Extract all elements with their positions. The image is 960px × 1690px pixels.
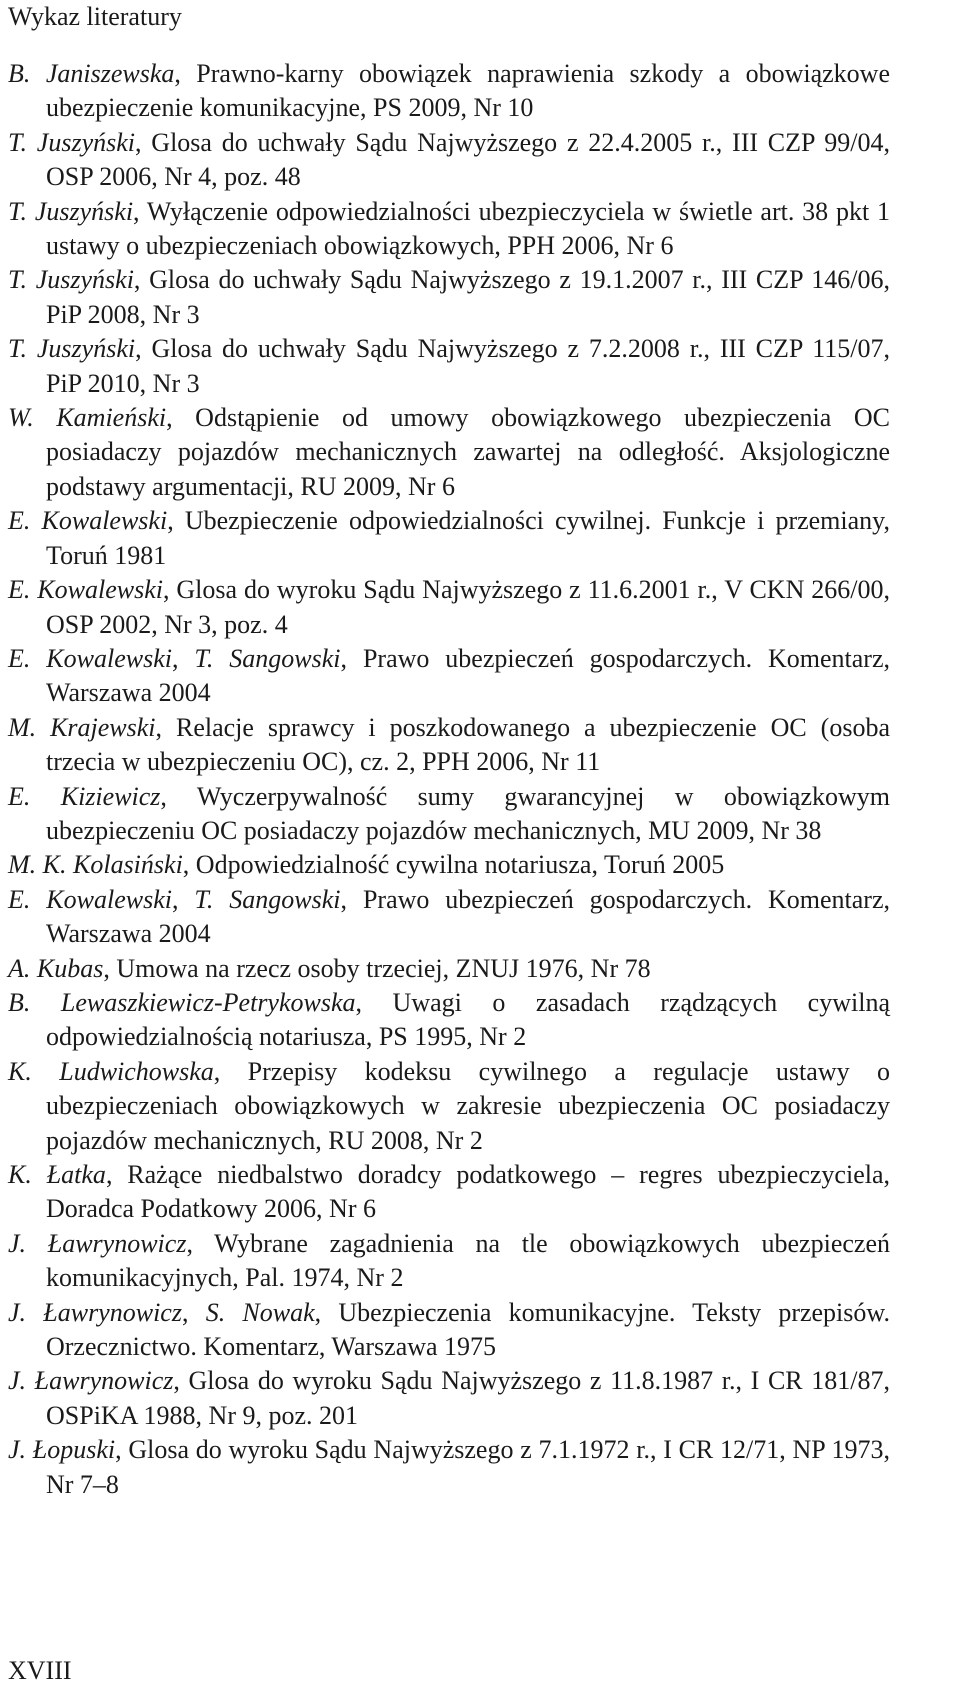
entry-text: , Glosa do wyroku Sądu Najwyższego z 11.6.2001 r., V CKN 266/00, OSP 2002, Nr 3, poz. 4 — [46, 575, 890, 639]
entry-author: M. K. Kolasiński — [8, 850, 183, 880]
bibliography-entry — [8, 1055, 890, 1158]
bibliography-entry — [8, 263, 890, 332]
bibliography-entry — [8, 1158, 890, 1227]
entry-author: E. Kiziewicz — [8, 781, 161, 811]
entry-author: K. Ludwichowska — [8, 1056, 214, 1086]
entry-author: E. Kowalewski — [8, 575, 163, 605]
bibliography-entry — [8, 780, 890, 849]
entry-text: , Rażące niedbalstwo doradcy podatkowego – regres ubezpieczyciela, Doradca Podatkowy 2006, Nr 6 — [46, 1160, 890, 1224]
entry-text: , Odstąpienie od umowy obowiązkowego ubezpieczenia OC posiadaczy pojazdów mechanicznych zawartej na odległość. Aksjologiczne podstawy argumentacji, RU 2009, Nr 6 — [46, 403, 890, 501]
entry-author: J. Łopuski — [8, 1435, 116, 1465]
entry-coauthor: T. Sangowski — [194, 884, 341, 914]
entry-author: T. Juszyński — [8, 127, 136, 157]
entry-text: , Relacje sprawcy i poszkodowanego a ubezpieczenie OC (osoba trzecia w ubezpieczeniu OC), cz. 2, PPH 2006, Nr 11 — [46, 712, 890, 777]
entry-text: , Umowa na rzecz osoby trzeciej, ZNUJ 1976, Nr 78 — [103, 953, 651, 983]
bibliography-entry — [8, 642, 890, 711]
bibliography-entry — [8, 952, 890, 986]
bibliography-entry — [8, 711, 890, 780]
entry-author: A. Kubas — [8, 953, 104, 983]
bibliography-entry — [8, 986, 890, 1055]
entry-text: , Prawno-karny obowiązek naprawienia szkody a obowiązkowe ubezpieczenie komunikacyjne, PS 2009, Nr 10 — [46, 59, 890, 123]
bibliography-entry — [8, 883, 890, 952]
entry-author: J. Ławrynowicz — [8, 1228, 187, 1258]
entry-author: B. Janiszewska — [8, 59, 175, 88]
bibliography-entry — [8, 401, 890, 504]
entry-author: J. Ławrynowicz — [8, 1297, 182, 1327]
bibliography-list — [8, 57, 890, 1502]
bibliography-entry — [8, 573, 890, 642]
entry-author: E. Kowalewski — [8, 506, 168, 536]
entry-text: , Glosa do uchwały Sądu Najwyższego z 7.2.2008 r., III CZP 115/07, PiP 2010, Nr 3 — [46, 334, 890, 398]
entry-author: T. Juszyński — [8, 265, 134, 295]
entry-author: K. Łatka — [8, 1160, 106, 1189]
entry-coauthor: T. Sangowski — [194, 643, 341, 673]
entry-text: , Prawo ubezpieczeń gospodarczych. Komentarz, Warszawa 2004 — [46, 884, 890, 949]
bibliography-entry — [8, 848, 890, 882]
entry-author: M. Krajewski — [8, 712, 156, 742]
entry-text: , Uwagi o zasadach rządzących cywilną odpowiedzialnością notariusza, PS 1995, Nr 2 — [46, 987, 890, 1052]
entry-text: , Glosa do wyroku Sądu Najwyższego z 11.8.1987 r., I CR 181/87, OSPiKA 1988, Nr 9, poz. 201 — [46, 1366, 890, 1430]
entry-author-separator: , — [181, 1297, 206, 1327]
entry-author: E. Kowalewski — [8, 884, 172, 914]
page-number: XVIII — [8, 1656, 72, 1685]
entry-text: , Ubezpieczenie odpowiedzialności cywilnej. Funkcje i przemiany, Toruń 1981 — [46, 506, 890, 570]
entry-text: , Przepisy kodeksu cywilnego a regulacje ustawy o ubezpieczeniach obowiązkowych w zakresie ubezpieczenia OC posiadaczy pojazdów mechanicznych, RU 2008, Nr 2 — [46, 1056, 890, 1155]
entry-author: B. Lewaszkiewicz-Petrykowska — [8, 987, 356, 1017]
entry-author: E. Kowalewski — [8, 643, 172, 673]
bibliography-entry — [8, 195, 890, 264]
entry-text: , Wyczerpywalność sumy gwarancyjnej w obowiązkowym ubezpieczeniu OC posiadaczy pojazdów mechanicznych, MU 2009, Nr 38 — [46, 781, 890, 845]
bibliography-entry — [8, 1296, 890, 1365]
entry-author: T. Juszyński — [8, 196, 134, 226]
bibliography-entry — [8, 1227, 890, 1296]
entry-text: , Wyłączenie odpowiedzialności ubezpieczyciela w świetle art. 38 pkt 1 ustawy o ubezpieczeniach obowiązkowych, PPH 2006, Nr 6 — [46, 196, 890, 261]
entry-text: , Glosa do wyroku Sądu Najwyższego z 7.1.1972 r., I CR 12/71, NP 1973, Nr 7–8 — [46, 1435, 890, 1499]
entry-author: J. Ławrynowicz — [8, 1366, 174, 1396]
entry-text: , Glosa do uchwały Sądu Najwyższego z 19.1.2007 r., III CZP 146/06, PiP 2008, Nr 3 — [46, 265, 890, 329]
entry-author-separator: , — [171, 884, 195, 914]
bibliography-entry — [8, 57, 890, 126]
page-running-header: Wykaz literatury — [8, 2, 182, 31]
bibliography-entry — [8, 504, 890, 573]
entry-text: , Wybrane zagadnienia na tle obowiązkowych ubezpieczeń komunikacyjnych, Pal. 1974, Nr 2 — [46, 1228, 890, 1293]
entry-author: W. Kamieński — [8, 403, 167, 433]
bibliography-entry — [8, 1433, 890, 1502]
entry-text: , Glosa do uchwały Sądu Najwyższego z 22.4.2005 r., III CZP 99/04, OSP 2006, Nr 4, poz. 48 — [46, 127, 890, 192]
entry-text: , Prawo ubezpieczeń gospodarczych. Komentarz, Warszawa 2004 — [46, 643, 890, 708]
entry-author-separator: , — [171, 643, 195, 673]
entry-author: T. Juszyński — [8, 334, 136, 364]
entry-text: , Ubezpieczenia komunikacyjne. Teksty przepisów. Orzecznictwo. Komentarz, Warszawa 1975 — [46, 1297, 890, 1362]
bibliography-entry — [8, 332, 890, 401]
entry-coauthor: S. Nowak — [205, 1297, 315, 1327]
bibliography-entry — [8, 1364, 890, 1433]
entry-text: , Odpowiedzialność cywilna notariusza, Toruń 2005 — [182, 850, 725, 880]
bibliography-entry — [8, 126, 890, 195]
